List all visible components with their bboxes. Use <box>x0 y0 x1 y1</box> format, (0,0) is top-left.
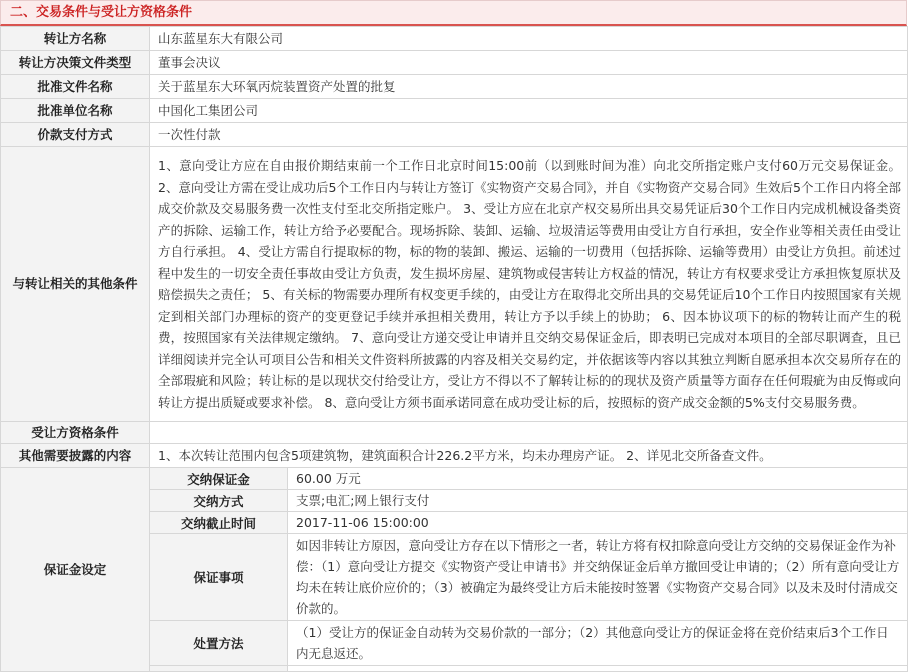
approval-unit-value: 中国化工集团公司 <box>150 99 908 123</box>
deposit-deadline-label: 交纳截止时间 <box>150 512 288 534</box>
decision-doc-type-label: 转让方决策文件类型 <box>1 51 150 75</box>
table-row <box>1 51 908 75</box>
payment-method-label: 价款支付方式 <box>1 123 150 147</box>
table-row <box>1 468 908 490</box>
deposit-label: 保证金设定 <box>1 468 150 672</box>
approval-doc-name-label: 批准文件名称 <box>1 75 150 99</box>
approval-unit-label: 批准单位名称 <box>1 99 150 123</box>
qualification-value <box>150 422 908 444</box>
table-row <box>1 147 908 422</box>
other-conditions-label: 与转让相关的其他条件 <box>1 147 150 422</box>
deposit-disposal-value: （1）受让方的保证金自动转为交易价款的一部分；（2）其他意向受让方的保证金将在竞价结束后3个工作日内无息返还。 <box>288 621 908 666</box>
table-row <box>1 27 908 51</box>
deposit-terms-value: 如因非转让方原因，意向受让方存在以下情形之一者，转让方将有权扣除意向受让方交纳的交易保证金作为补偿：（1）意向受让方提交《实物资产受让申请书》并交纳保证金后单方撤回受让申请的；（2）所有意向受让方均未在转让底价应价的；（3）被确定为最终受让方后未能按时签署《实物资产交易合同》以及未及时付清成交价款的。 <box>288 534 908 621</box>
payment-method-value: 一次性付款 <box>150 123 908 147</box>
table-row <box>1 123 908 147</box>
table-row <box>1 75 908 99</box>
deposit-method-label: 交纳方式 <box>150 490 288 512</box>
other-conditions-value: 1、意向受让方应在自由报价期结束前一个工作日北京时间15:00前（以到账时间为准）向北交所指定账户支付60万元交易保证金。 2、意向受让方需在受让成功后5个工作日内与转让方签订《实物资产交易合同》，并自《实物资产交易合同》生效后5个工作日内将全部成交价款及交易服务费一次性支付至北交所指定账户。 3、受让方应在北京产权交易所出具交易凭证后30个工作日内完成机械设备类资产的拆除、运输工作，转让方给予必要配合。现场拆除、装卸、运输、垃圾清运等费用由受让方自行承担，安全作业等相关责任由受让方自行承担。 4、受让方需自行提取标的物，标的物的装卸、搬运、运输的一切费用（包括拆除、运输等费用）由受让方负担。前述过程中发生的一切安全责任事故由受让方负责，发生损坏房屋、建筑物或侵害转让方权益的情况，转让方有权要求受让方承担恢复原状及赔偿损失之责任； 5、有关标的物需要办理所有权变更手续的，由受让方在取得北交所出具的交易凭证后10个工作日内按照国家有关规定到相关部门办理标的资产的变更登记手续并承担相关费用，转让方予以手续上的协助； 6、因本协议项下的标的物转让而产生的税费，按照国家有关法律规定缴纳。 7、意向受让方递交受让申请并且交纳交易保证金后，即表明已完成对本项目的全部尽职调查，且已详细阅读并完全认可项目公告和相关文件资料所披露的内容及相关交易约定，并依据该等内容以其独立判断自愿承担本次交易所存在的全部瑕疵和风险；转让标的是以现状交付给受让方，受让方不得以不了解转让标的的现状及资产质量等方面存在任何瑕疵为由反悔或向转让方提出质疑或要求补偿。 8、意向受让方须书面承诺同意在成功受让标的后，按照标的资产成交金额的5%支付交易服务费。 <box>150 147 908 422</box>
conditions-table <box>0 26 908 672</box>
table-row <box>1 444 908 468</box>
deposit-spacer-cell <box>150 666 288 672</box>
transferor-name-label: 转让方名称 <box>1 27 150 51</box>
table-row <box>1 99 908 123</box>
deposit-deadline-value: 2017-11-06 15:00:00 <box>288 512 908 534</box>
deposit-disposal-label: 处置方法 <box>150 621 288 666</box>
transferor-name-value: 山东蓝星东大有限公司 <box>150 27 908 51</box>
deposit-amount-label: 交纳保证金 <box>150 468 288 490</box>
deposit-method-value: 支票;电汇;网上银行支付 <box>288 490 908 512</box>
deposit-terms-label: 保证事项 <box>150 534 288 621</box>
table-row <box>1 422 908 444</box>
disclosure-value: 1、本次转让范围内包含5项建筑物，建筑面积合计226.2平方米，均未办理房产证。 2、详见北交所备查文件。 <box>150 444 908 468</box>
disclosure-label: 其他需要披露的内容 <box>1 444 150 468</box>
approval-doc-name-value: 关于蓝星东大环氧丙烷装置资产处置的批复 <box>150 75 908 99</box>
deposit-amount-value: 60.00 万元 <box>288 468 908 490</box>
deposit-spacer-cell <box>288 666 908 672</box>
section-header: 二、交易条件与受让方资格条件 <box>0 0 907 26</box>
decision-doc-type-value: 董事会决议 <box>150 51 908 75</box>
qualification-label: 受让方资格条件 <box>1 422 150 444</box>
